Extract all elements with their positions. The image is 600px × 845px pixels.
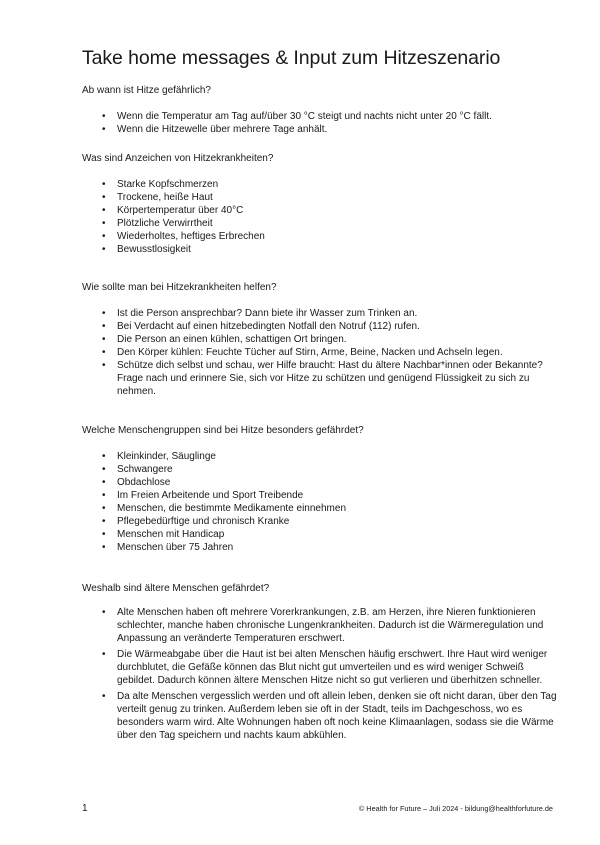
list-item bbox=[0, 528, 557, 541]
list-item-text: Bei Verdacht auf einen hitzebedingten Notfall den Notruf (112) rufen. bbox=[117, 321, 420, 332]
list-item-text: Menschen über 75 Jahren bbox=[117, 542, 234, 553]
list-item bbox=[0, 320, 557, 333]
bullet-icon: • bbox=[102, 529, 106, 540]
list-item bbox=[0, 515, 557, 528]
list-item-text: Menschen, die bestimmte Medikamente einnehmen bbox=[117, 503, 347, 514]
list-item bbox=[0, 230, 557, 243]
bullet-icon: • bbox=[102, 649, 106, 660]
list-item bbox=[0, 359, 557, 398]
list-item-text: Den Körper kühlen: Feuchte Tücher auf Stirn, Arme, Beine, Nacken und Achseln legen. bbox=[117, 347, 503, 358]
list-help bbox=[0, 307, 557, 398]
list-item-text: Wiederholtes, heftiges Erbrechen bbox=[117, 231, 265, 242]
list-item bbox=[0, 463, 557, 476]
list-risk-groups bbox=[0, 450, 557, 554]
bullet-icon: • bbox=[102, 542, 106, 553]
list-item-text: Schütze dich selbst und schau, wer Hilfe braucht: Hast du ältere Nachbar*innen oder Bekannte? Frage nach und erinnere Sie, sich vor Hitze zu schützen und genügend Flüssigkeit zu sich zu nehmen. bbox=[117, 360, 543, 397]
list-item-text: Trockene, heiße Haut bbox=[117, 192, 213, 203]
section-question-symptoms: Was sind Anzeichen von Hitzekrankheiten? bbox=[82, 153, 274, 164]
bullet-icon: • bbox=[102, 503, 106, 514]
list-item-text: Da alte Menschen vergesslich werden und oft allein leben, denken sie oft nicht daran, über den Tag verteilt genug zu trinken. Außerdem leben sie oft in der Stadt, teils im Dachgeschoss, wo es besonders warm wird. Alte Wohnungen haben oft noch keine Klimaanlagen, sodass sie die Wärme über den Tag speichern und nachts kaum abkühlen. bbox=[117, 691, 557, 741]
bullet-icon: • bbox=[102, 490, 106, 501]
section-question-elderly: Weshalb sind ältere Menschen gefährdet? bbox=[82, 583, 270, 594]
list-item bbox=[0, 217, 557, 230]
section-question-heat-danger: Ab wann ist Hitze gefährlich? bbox=[82, 85, 211, 96]
bullet-icon: • bbox=[102, 334, 106, 345]
bullet-icon: • bbox=[102, 477, 106, 488]
bullet-icon: • bbox=[102, 607, 106, 618]
list-item-text: Alte Menschen haben oft mehrere Vorerkrankungen, z.B. am Herzen, ihre Nieren funktionieren schlechter, manche haben chronische Lungenkrankheiten. Dadurch ist die Wärmeregulation und Anpassung an veränderte Temperaturen erschwert. bbox=[117, 607, 544, 644]
list-item bbox=[0, 123, 557, 136]
list-item bbox=[0, 606, 557, 645]
bullet-icon: • bbox=[102, 347, 106, 358]
list-item bbox=[0, 502, 557, 515]
list-item bbox=[0, 307, 557, 320]
bullet-icon: • bbox=[102, 111, 106, 122]
list-item-text: Starke Kopfschmerzen bbox=[117, 179, 219, 190]
list-item bbox=[0, 204, 557, 217]
bullet-icon: • bbox=[102, 218, 106, 229]
list-item-text: Wenn die Hitzewelle über mehrere Tage anhält. bbox=[117, 124, 328, 135]
section-question-help: Wie sollte man bei Hitzekrankheiten helfen? bbox=[82, 282, 277, 293]
bullet-icon: • bbox=[102, 179, 106, 190]
bullet-icon: • bbox=[102, 244, 106, 255]
list-item-text: Menschen mit Handicap bbox=[117, 529, 225, 540]
list-item bbox=[0, 541, 557, 554]
bullet-icon: • bbox=[102, 205, 106, 216]
bullet-icon: • bbox=[102, 231, 106, 242]
bullet-icon: • bbox=[102, 360, 106, 371]
list-item bbox=[0, 346, 557, 359]
bullet-icon: • bbox=[102, 192, 106, 203]
footer-credit: © Health for Future – Juli 2024 - bildung@healthforfuture.de bbox=[358, 804, 553, 813]
list-item bbox=[0, 690, 557, 742]
list-item-text: Im Freien Arbeitende und Sport Treibende bbox=[117, 490, 304, 501]
list-item bbox=[0, 110, 557, 123]
list-item bbox=[0, 333, 557, 346]
list-item bbox=[0, 191, 557, 204]
list-item-text: Die Wärmeabgabe über die Haut ist bei alten Menschen häufig erschwert. Ihre Haut wird weniger durchblutet, die Gefäße können das Blut nicht gut umverteilen und es wird weniger Schweiß gebildet. Dadurch können ältere Menschen Hitze nicht so gut verlieren und überhitzen schneller. bbox=[117, 649, 548, 686]
bullet-icon: • bbox=[102, 516, 106, 527]
list-item bbox=[0, 243, 557, 256]
bullet-icon: • bbox=[102, 464, 106, 475]
page-title: Take home messages & Input zum Hitzeszenario bbox=[82, 47, 501, 69]
list-item-text: Wenn die Temperatur am Tag auf/über 30 °C steigt und nachts nicht unter 20 °C fällt. bbox=[117, 111, 492, 122]
list-heat-danger bbox=[0, 110, 557, 136]
list-item-text: Kleinkinder, Säuglinge bbox=[117, 451, 216, 462]
list-item-text: Obdachlose bbox=[117, 477, 171, 488]
list-item bbox=[0, 476, 557, 489]
list-item bbox=[0, 648, 557, 687]
list-elderly bbox=[0, 606, 557, 742]
bullet-icon: • bbox=[102, 124, 106, 135]
list-item-text: Die Person an einen kühlen, schattigen Ort bringen. bbox=[117, 334, 347, 345]
page-number: 1 bbox=[82, 803, 88, 814]
list-item-text: Bewusstlosigkeit bbox=[117, 244, 191, 255]
list-item-text: Pflegebedürftige und chronisch Kranke bbox=[117, 516, 290, 527]
list-item-text: Körpertemperatur über 40°C bbox=[117, 205, 244, 216]
list-item-text: Schwangere bbox=[117, 464, 173, 475]
bullet-icon: • bbox=[102, 321, 106, 332]
list-item bbox=[0, 178, 557, 191]
bullet-icon: • bbox=[102, 308, 106, 319]
bullet-icon: • bbox=[102, 451, 106, 462]
section-question-risk-groups: Welche Menschengruppen sind bei Hitze besonders gefährdet? bbox=[82, 425, 364, 436]
list-symptoms bbox=[0, 178, 557, 256]
list-item-text: Ist die Person ansprechbar? Dann biete ihr Wasser zum Trinken an. bbox=[117, 308, 418, 319]
list-item bbox=[0, 489, 557, 502]
list-item-text: Plötzliche Verwirrtheit bbox=[117, 218, 213, 229]
list-item bbox=[0, 450, 557, 463]
bullet-icon: • bbox=[102, 691, 106, 702]
